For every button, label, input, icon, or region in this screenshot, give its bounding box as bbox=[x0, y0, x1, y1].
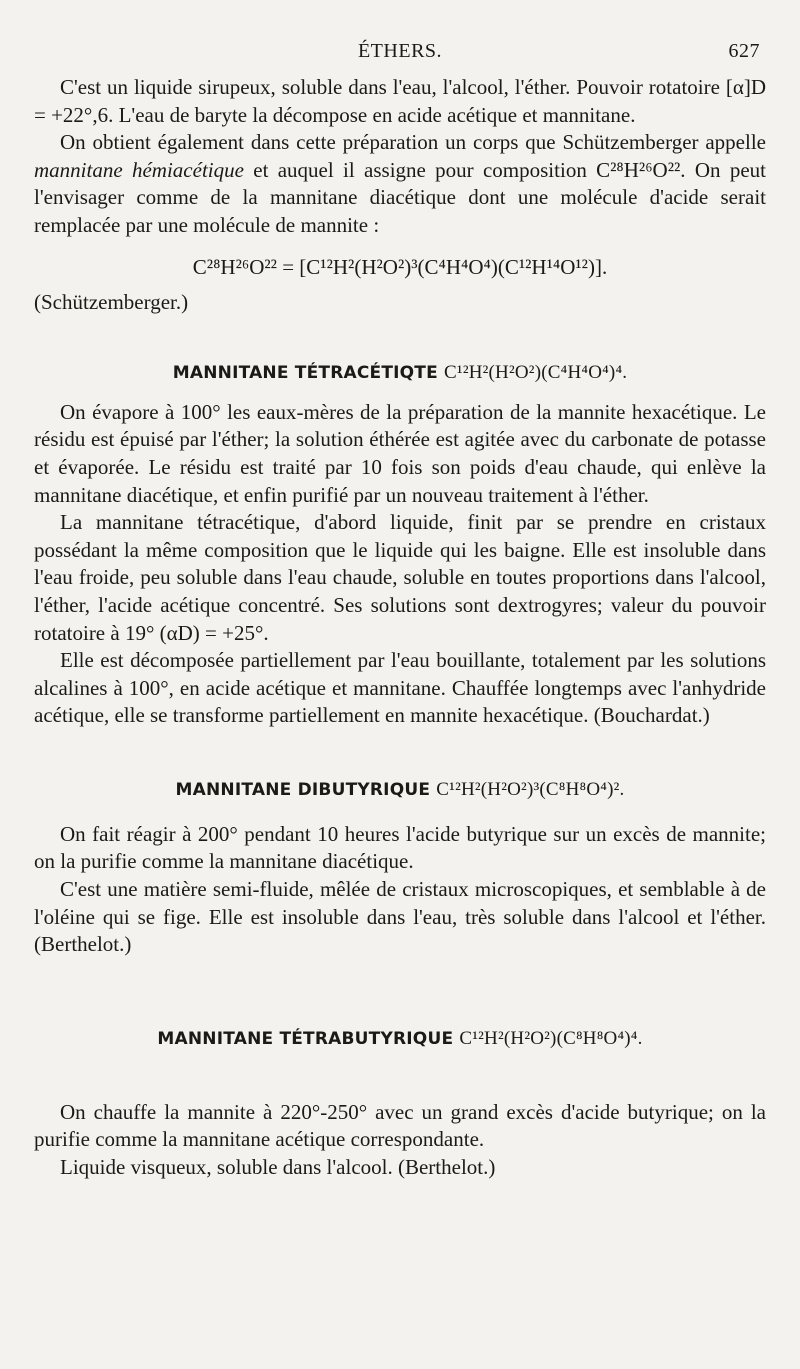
running-header bbox=[30, 40, 770, 66]
paragraph: C'est une matière semi-fluide, mêlée de cristaux microscopiques, et semblable à de l'oléine qui se fige. Elle est insoluble dans l'eau, très soluble dans l'alcool et l'éther. (Berthelot.) bbox=[34, 877, 766, 957]
text-run: et auquel il assigne pour composition C²⁸H²⁶O²². On peut l'envisager comme de la mannitane diacétique dont une molécule d'acide serait remplacée par une molécule de mannite : bbox=[34, 157, 767, 237]
citation: (Schützemberger.) bbox=[34, 290, 189, 315]
text-run: On obtient également dans cette préparation un corps que Schützemberger appelle bbox=[60, 130, 766, 155]
compound-name: MANNITANE DIBUTYRIQUE bbox=[175, 779, 431, 800]
italic-term: mannitane hémiacétique bbox=[34, 157, 244, 182]
section-heading-tetrabutyrique bbox=[34, 1025, 766, 1053]
compound-formula: C¹²H²(H²O²)³(C⁸H⁸O⁴)². bbox=[436, 778, 625, 800]
compound-formula: C¹²H²(H²O²)(C⁸H⁸O⁴)⁴. bbox=[459, 1027, 643, 1049]
section-heading-dibutyrique bbox=[34, 776, 766, 804]
paragraph: Liquide visqueux, soluble dans l'alcool. (Berthelot.) bbox=[60, 1155, 496, 1180]
paragraph: La mannitane tétracétique, d'abord liquide, finit par se prendre en cristaux possédant la même composition que le liquide qui les baigne. Elle est insoluble dans l'eau froide, peu soluble dans l'eau chaude, soluble en toutes proportions dans l'alcool, l'éther, l'acide acétique concentré. Ses solutions sont dextrogyres; valeur du pouvoir rotatoire à 19° (αD) = +25°. bbox=[34, 510, 766, 645]
running-title: ÉTHERS. bbox=[357, 40, 443, 62]
compound-name: MANNITANE TÉTRABUTYRIQUE bbox=[157, 1028, 454, 1049]
paragraph: On fait réagir à 200° pendant 10 heures l'acide butyrique sur un excès de mannite; on la purifie comme la mannitane diacétique. bbox=[34, 821, 766, 874]
compound-formula: C¹²H²(H²O²)(C⁴H⁴O⁴)⁴. bbox=[444, 361, 628, 383]
section-heading-tetracetique bbox=[34, 359, 766, 387]
formula: C²⁸H²⁶O²² = [C¹²H²(H²O²)³(C⁴H⁴O⁴)(C¹²H¹⁴O¹²)]. bbox=[192, 254, 608, 279]
compound-name: MANNITANE TÉTRACÉTIQTE bbox=[172, 362, 438, 383]
page-body bbox=[34, 74, 766, 1182]
paragraph bbox=[34, 129, 766, 239]
page-number: 627 bbox=[728, 40, 760, 62]
paragraph: On évapore à 100° les eaux-mères de la préparation de la mannite hexacétique. Le résidu est épuisé par l'éther; la solution éthérée est agitée avec du carbonate de potasse et évaporée. Le résidu est traité par 10 fois son poids d'eau chaude, qui enlève la mannitane diacétique, et enfin purifié par un nouveau traitement à l'éther. bbox=[34, 399, 766, 507]
paragraph: Elle est décomposée partiellement par l'eau bouillante, totalement par les solutions alcalines à 100°, en acide acétique et mannitane. Chauffée longtemps avec l'anhydride acétique, elle se transforme partiellement en mannite hexacétique. (Bouchardat.) bbox=[34, 648, 766, 728]
paragraph: On chauffe la mannite à 220°-250° avec un grand excès d'acide butyrique; on la purifie comme la mannitane acétique correspondante. bbox=[34, 1099, 766, 1152]
paragraph: C'est un liquide sirupeux, soluble dans l'eau, l'alcool, l'éther. Pouvoir rotatoire [α]D = +22°,6. L'eau de baryte la décompose en acide acétique et mannitane. bbox=[34, 75, 766, 127]
